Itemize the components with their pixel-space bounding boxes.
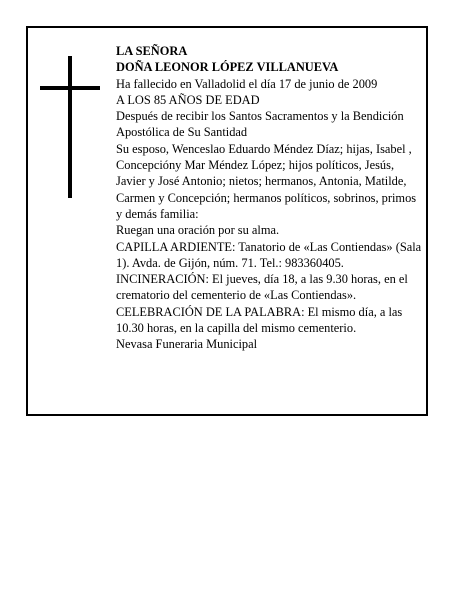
sacraments-text: Después de recibir los Santos Sacramentos y la Bendición Apostólica de Su Santidad	[116, 109, 404, 140]
prayer-request: Ruegan una oración por su alma.	[116, 223, 280, 238]
notice-text	[116, 43, 422, 353]
family-text: Su esposo, Wenceslao Eduardo Méndez Díaz; hijas, Isabel , Concepcióny Mar Méndez López; hijos políticos, Jesús, Javier y José Antonio; nietos; hermanos, Antonia, Matilde, Carmen y Concepción; hermanos políticos, sobrinos, primos y demás familia:	[116, 141, 417, 221]
age-info: A LOS 85 AÑOS DE EDAD	[116, 92, 260, 107]
cross-vertical-bar	[68, 56, 72, 198]
death-info: Ha fallecido en Valladolid el día 17 de junio de 2009	[116, 76, 378, 91]
celebration-info: CELEBRACIÓN DE LA PALABRA: El mismo día, a las 10.30 horas, en la capilla del mismo cementerio.	[116, 304, 403, 336]
deceased-name: DOÑA LEONOR LÓPEZ VILLANUEVA	[116, 60, 339, 75]
obituary-notice	[26, 26, 428, 416]
cremation-info: INCINERACIÓN: El jueves, día 18, a las 9.30 horas, en el crematorio del cementerio de «Las Contiendas».	[116, 272, 408, 303]
notice-heading-title: LA SEÑORA	[116, 44, 188, 58]
chapel-info: CAPILLA ARDIENTE: Tanatorio de «Las Contiendas» (Sala 1). Avda. de Gijón, núm. 71. Tel.: 983360405.	[116, 239, 422, 270]
cross-horizontal-bar	[40, 86, 100, 90]
funeral-home: Nevasa Funeraria Municipal	[116, 337, 258, 352]
